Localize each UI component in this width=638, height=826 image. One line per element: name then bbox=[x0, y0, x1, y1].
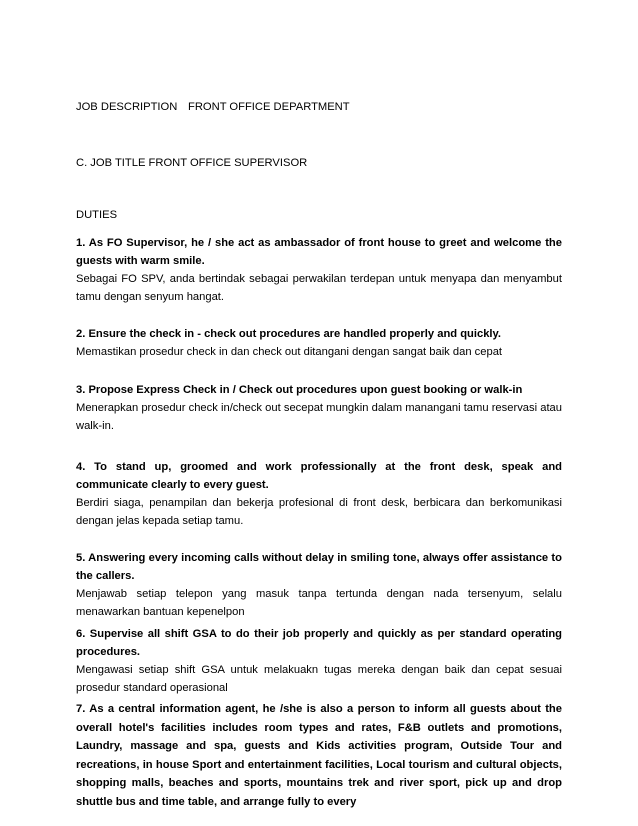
duty-english-text: 4. To stand up, groomed and work professionally at the front desk, speak and communicate clearly to every guest. bbox=[76, 461, 562, 491]
duty-item-4 bbox=[76, 458, 562, 530]
duty-indonesian-text: Menerapkan prosedur check in/check out secepat mungkin dalam manangani tamu reservasi atau walk-in. bbox=[76, 402, 562, 432]
department-label: FRONT OFFICE DEPARTMENT bbox=[188, 101, 350, 113]
duty-item-2 bbox=[76, 325, 562, 361]
duty-english-text: 3. Propose Express Check in / Check out procedures upon guest booking or walk-in bbox=[76, 384, 523, 396]
duty-indonesian-text: Mengawasi setiap shift GSA untuk melakuakn tugas mereka dengan baik dan cepat sesuai prosedur standard operasional bbox=[76, 664, 562, 694]
duty-indonesian-text: Sebagai FO SPV, anda bertindak sebagai perwakilan terdepan untuk menyapa dan menyambut tamu dengan senyum hangat. bbox=[76, 273, 562, 303]
duty-indonesian-text: Memastikan prosedur check in dan check out ditangani dengan sangat baik dan cepat bbox=[76, 346, 503, 358]
duty-item-6 bbox=[76, 625, 562, 697]
duty-english-text: 5. Answering every incoming calls without delay in smiling tone, always offer assistance to the callers. bbox=[76, 552, 562, 582]
duties-heading: DUTIES bbox=[76, 209, 118, 221]
duty-indonesian-text: Berdiri siaga, penampilan dan bekerja profesional di front desk, berbicara dan berkomunikasi dengan jelas kepada setiap tamu. bbox=[76, 497, 562, 527]
document-header-label: JOB DESCRIPTION bbox=[76, 101, 178, 113]
duty-item-7 bbox=[76, 700, 562, 811]
duty-indonesian-text: Menjawab setiap telepon yang masuk tanpa tertunda dengan nada tersenyum, selalu menawarkan bantuan kepenelpon bbox=[76, 588, 562, 618]
duty-english-text: 6. Supervise all shift GSA to do their job properly and quickly as per standard operating procedures. bbox=[76, 628, 562, 658]
duty-english-text: 1. As FO Supervisor, he / she act as ambassador of front house to greet and welcome the guests with warm smile. bbox=[76, 237, 562, 267]
duty-item-1 bbox=[76, 234, 562, 306]
duty-item-3 bbox=[76, 381, 562, 435]
duty-english-text: 7. As a central information agent, he /she is also a person to inform all guests about the overall hotel's facilities includes room types and rates, F&B outlets and promotions, Laundry, massage and spa, guests and Kids activities program, Outside Tour and recreations, in house Sport and entertainment facilities, Local tourism and cultural objects, shopping malls, beaches and sports, mountains trek and river sport, pick up and drop shuttle bus and time table, and arrange fully to every bbox=[76, 703, 562, 808]
duty-item-5 bbox=[76, 549, 562, 621]
job-title: C. JOB TITLE FRONT OFFICE SUPERVISOR bbox=[76, 157, 308, 169]
duty-english-text: 2. Ensure the check in - check out procedures are handled properly and quickly. bbox=[76, 328, 502, 340]
